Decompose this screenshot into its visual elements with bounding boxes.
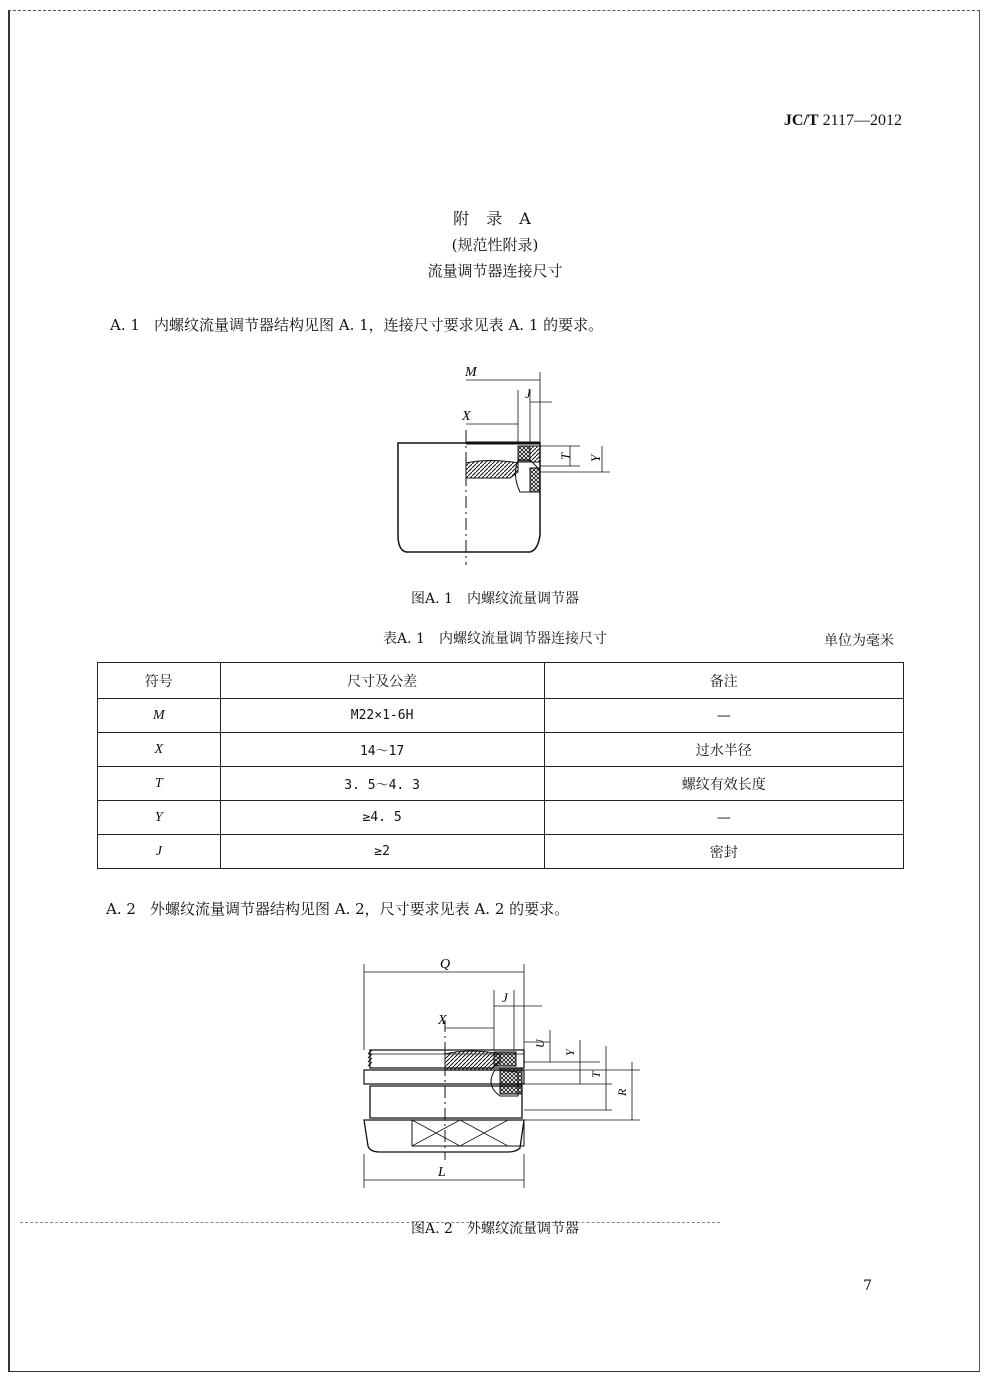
label-r: R: [615, 1088, 629, 1096]
section-a2-text: 外螺纹流量调节器结构见图 A. 2，尺寸要求见表 A. 2 的要求。: [150, 900, 570, 918]
cell-remark: 密封: [544, 835, 903, 869]
cell-remark: 螺纹有效长度: [544, 767, 903, 801]
table-row: [98, 699, 904, 733]
section-a1-number: A. 1: [110, 316, 140, 334]
label-x: X: [438, 1013, 447, 1028]
table-row: [98, 801, 904, 835]
seal-ring: [494, 1052, 516, 1066]
cell-symbol: T: [98, 767, 221, 801]
col-header-size: 尺寸及公差: [220, 663, 544, 699]
label-j: J: [525, 386, 531, 401]
figure-a2-diagram: [350, 950, 650, 1195]
cell-size: ≥2: [220, 835, 544, 869]
page-number: 7: [863, 1278, 872, 1294]
cell-size: 3. 5～4. 3: [220, 767, 544, 801]
table-header-row: [98, 663, 904, 699]
label-l: L: [438, 1165, 446, 1180]
section-a1-text: 内螺纹流量调节器结构见图 A. 1，连接尺寸要求见表 A. 1 的要求。: [154, 316, 604, 334]
section-a1-paragraph: [110, 314, 603, 335]
label-t: T: [589, 1071, 603, 1078]
label-j: J: [502, 990, 508, 1005]
col-header-remark: 备注: [544, 663, 903, 699]
seal-ring: [518, 446, 530, 462]
cell-remark: —: [544, 699, 903, 733]
label-q: Q: [440, 957, 451, 972]
table-a1: [97, 662, 904, 869]
figure-a1-diagram: [380, 360, 640, 570]
table-a1-caption: 表A. 1 内螺纹流量调节器连接尺寸: [383, 631, 607, 647]
cell-remark: —: [544, 801, 903, 835]
table-row: [98, 733, 904, 767]
appendix-name: 流量调节器连接尺寸: [427, 262, 563, 280]
table-a1-unit: 单位为毫米: [824, 633, 894, 649]
label-x: X: [462, 409, 471, 424]
figure-a2-caption: 图A. 2 外螺纹流量调节器: [411, 1221, 579, 1237]
section-a2-paragraph: [106, 898, 569, 919]
cell-symbol: J: [98, 835, 221, 869]
cell-symbol: M: [98, 699, 221, 733]
label-m: M: [465, 365, 477, 380]
figure-a1-caption: 图A. 1 内螺纹流量调节器: [411, 591, 579, 607]
label-t: T: [558, 452, 573, 460]
cell-size: M22×1-6H: [220, 699, 544, 733]
cell-remark: 过水半径: [544, 733, 903, 767]
table-row: [98, 767, 904, 801]
cell-size: 14～17: [220, 733, 544, 767]
section-a2-number: A. 2: [106, 900, 136, 918]
appendix-subtitle: (规范性附录): [451, 236, 539, 254]
label-u: U: [533, 1039, 547, 1048]
standard-number: JC/T 2117—2012: [783, 112, 902, 129]
flow-insert: [466, 461, 518, 479]
col-header-symbol: 符号: [98, 663, 221, 699]
cell-symbol: X: [98, 733, 221, 767]
flow-insert: [445, 1051, 500, 1070]
label-y: Y: [563, 1049, 577, 1056]
cell-size: ≥4. 5: [220, 801, 544, 835]
cell-symbol: Y: [98, 801, 221, 835]
label-y: Y: [588, 454, 603, 462]
table-row: [98, 835, 904, 869]
regulator-body-outline: [370, 1086, 522, 1118]
appendix-title: 附 录 A: [453, 209, 537, 228]
